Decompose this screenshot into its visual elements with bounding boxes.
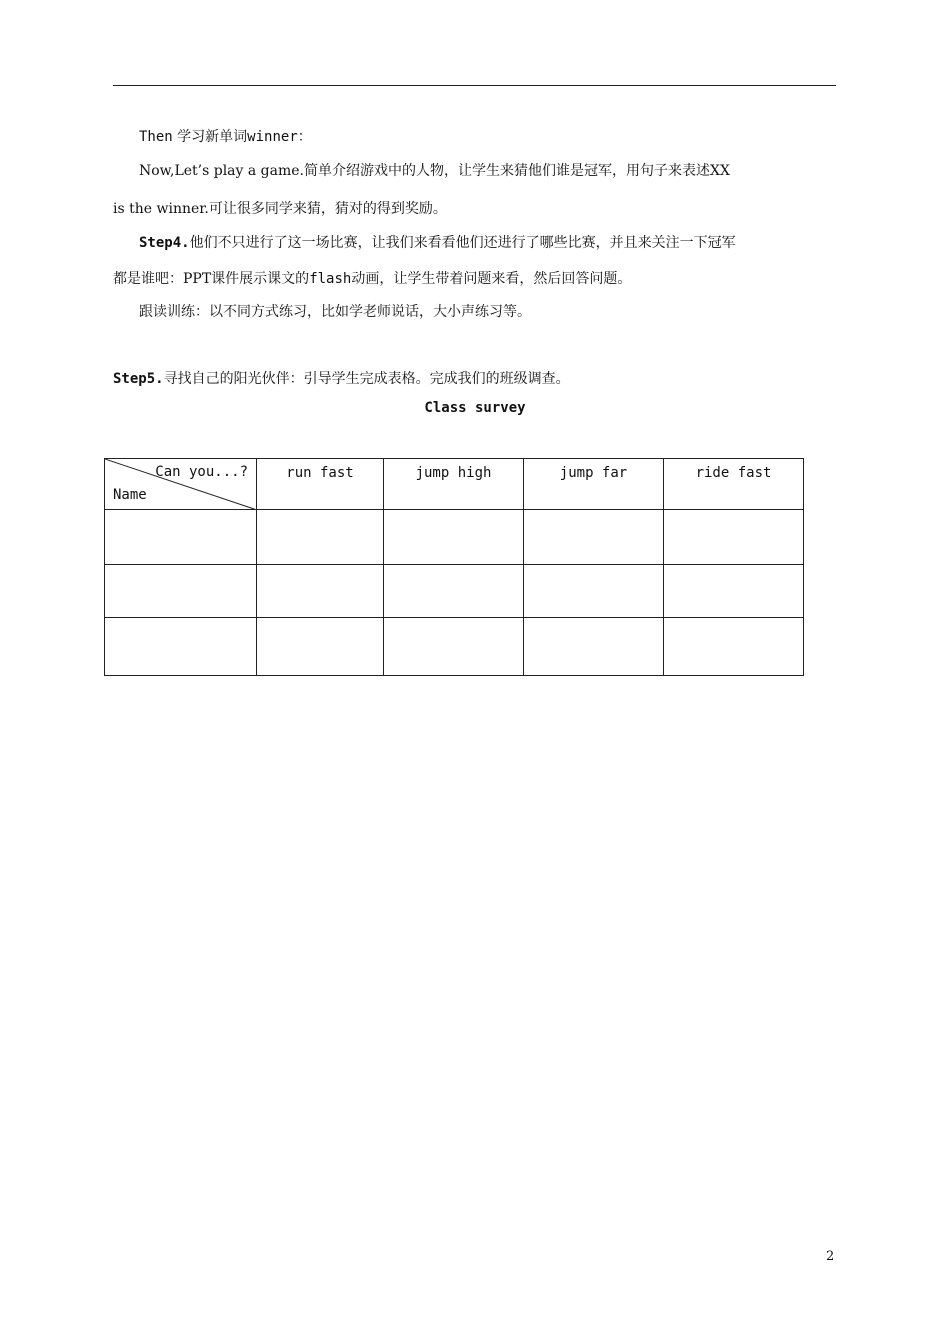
- paragraph-step4-cont: 都是谁吧：PPT课件展示课文的flash动画，让学生带着问题来看，然后回答问题。: [113, 271, 632, 287]
- table-cell[interactable]: [257, 618, 384, 676]
- table-cell[interactable]: [524, 565, 664, 618]
- table-cell[interactable]: [384, 565, 524, 618]
- paragraph-game-cont: is the winner.可让很多同学来猜，猜对的得到奖励。: [113, 201, 447, 217]
- paragraph-game: Now,Let’s play a game.简单介绍游戏中的人物，让学生来猜他们谁是冠军，用句子来表述XX: [139, 163, 730, 179]
- paragraph-step4: Step4.他们不只进行了这一场比赛，让我们来看看他们还进行了哪些比赛，并且来关注一下冠军: [139, 235, 736, 251]
- table-cell[interactable]: [664, 565, 804, 618]
- table-header-row: [105, 459, 804, 510]
- class-survey-table: [104, 458, 804, 676]
- table-cell[interactable]: [257, 510, 384, 565]
- paragraph-winner: Then 学习新单词winner：: [139, 129, 312, 145]
- table-corner-cell: [105, 459, 257, 510]
- table-cell[interactable]: [105, 565, 257, 618]
- paragraph-follow-reading: 跟读训练：以不同方式练习，比如学老师说话，大小声练习等。: [139, 304, 531, 320]
- column-header: run fast: [257, 459, 384, 510]
- survey-title: Class survey: [424, 400, 526, 416]
- table-cell[interactable]: [664, 510, 804, 565]
- column-header: jump far: [524, 459, 664, 510]
- table-row: [105, 510, 804, 565]
- step5-label: Step5.: [113, 371, 164, 387]
- column-header: jump high: [384, 459, 524, 510]
- table-cell[interactable]: [105, 618, 257, 676]
- page-number: 2: [826, 1249, 835, 1264]
- step4-label: Step4.: [139, 235, 190, 251]
- table-cell[interactable]: [524, 510, 664, 565]
- paragraph-step5: Step5.寻找自己的阳光伙伴：引导学生完成表格。完成我们的班级调查。: [113, 371, 570, 387]
- table-row: [105, 618, 804, 676]
- table-cell[interactable]: [524, 618, 664, 676]
- corner-bottom-label: Name: [113, 487, 147, 503]
- table-cell[interactable]: [105, 510, 257, 565]
- header-rule: [113, 85, 836, 86]
- table-cell[interactable]: [664, 618, 804, 676]
- column-header: ride fast: [664, 459, 804, 510]
- table-cell[interactable]: [257, 565, 384, 618]
- table-row: [105, 565, 804, 618]
- table-cell[interactable]: [384, 510, 524, 565]
- table-cell[interactable]: [384, 618, 524, 676]
- corner-top-label: Can you...?: [155, 464, 248, 480]
